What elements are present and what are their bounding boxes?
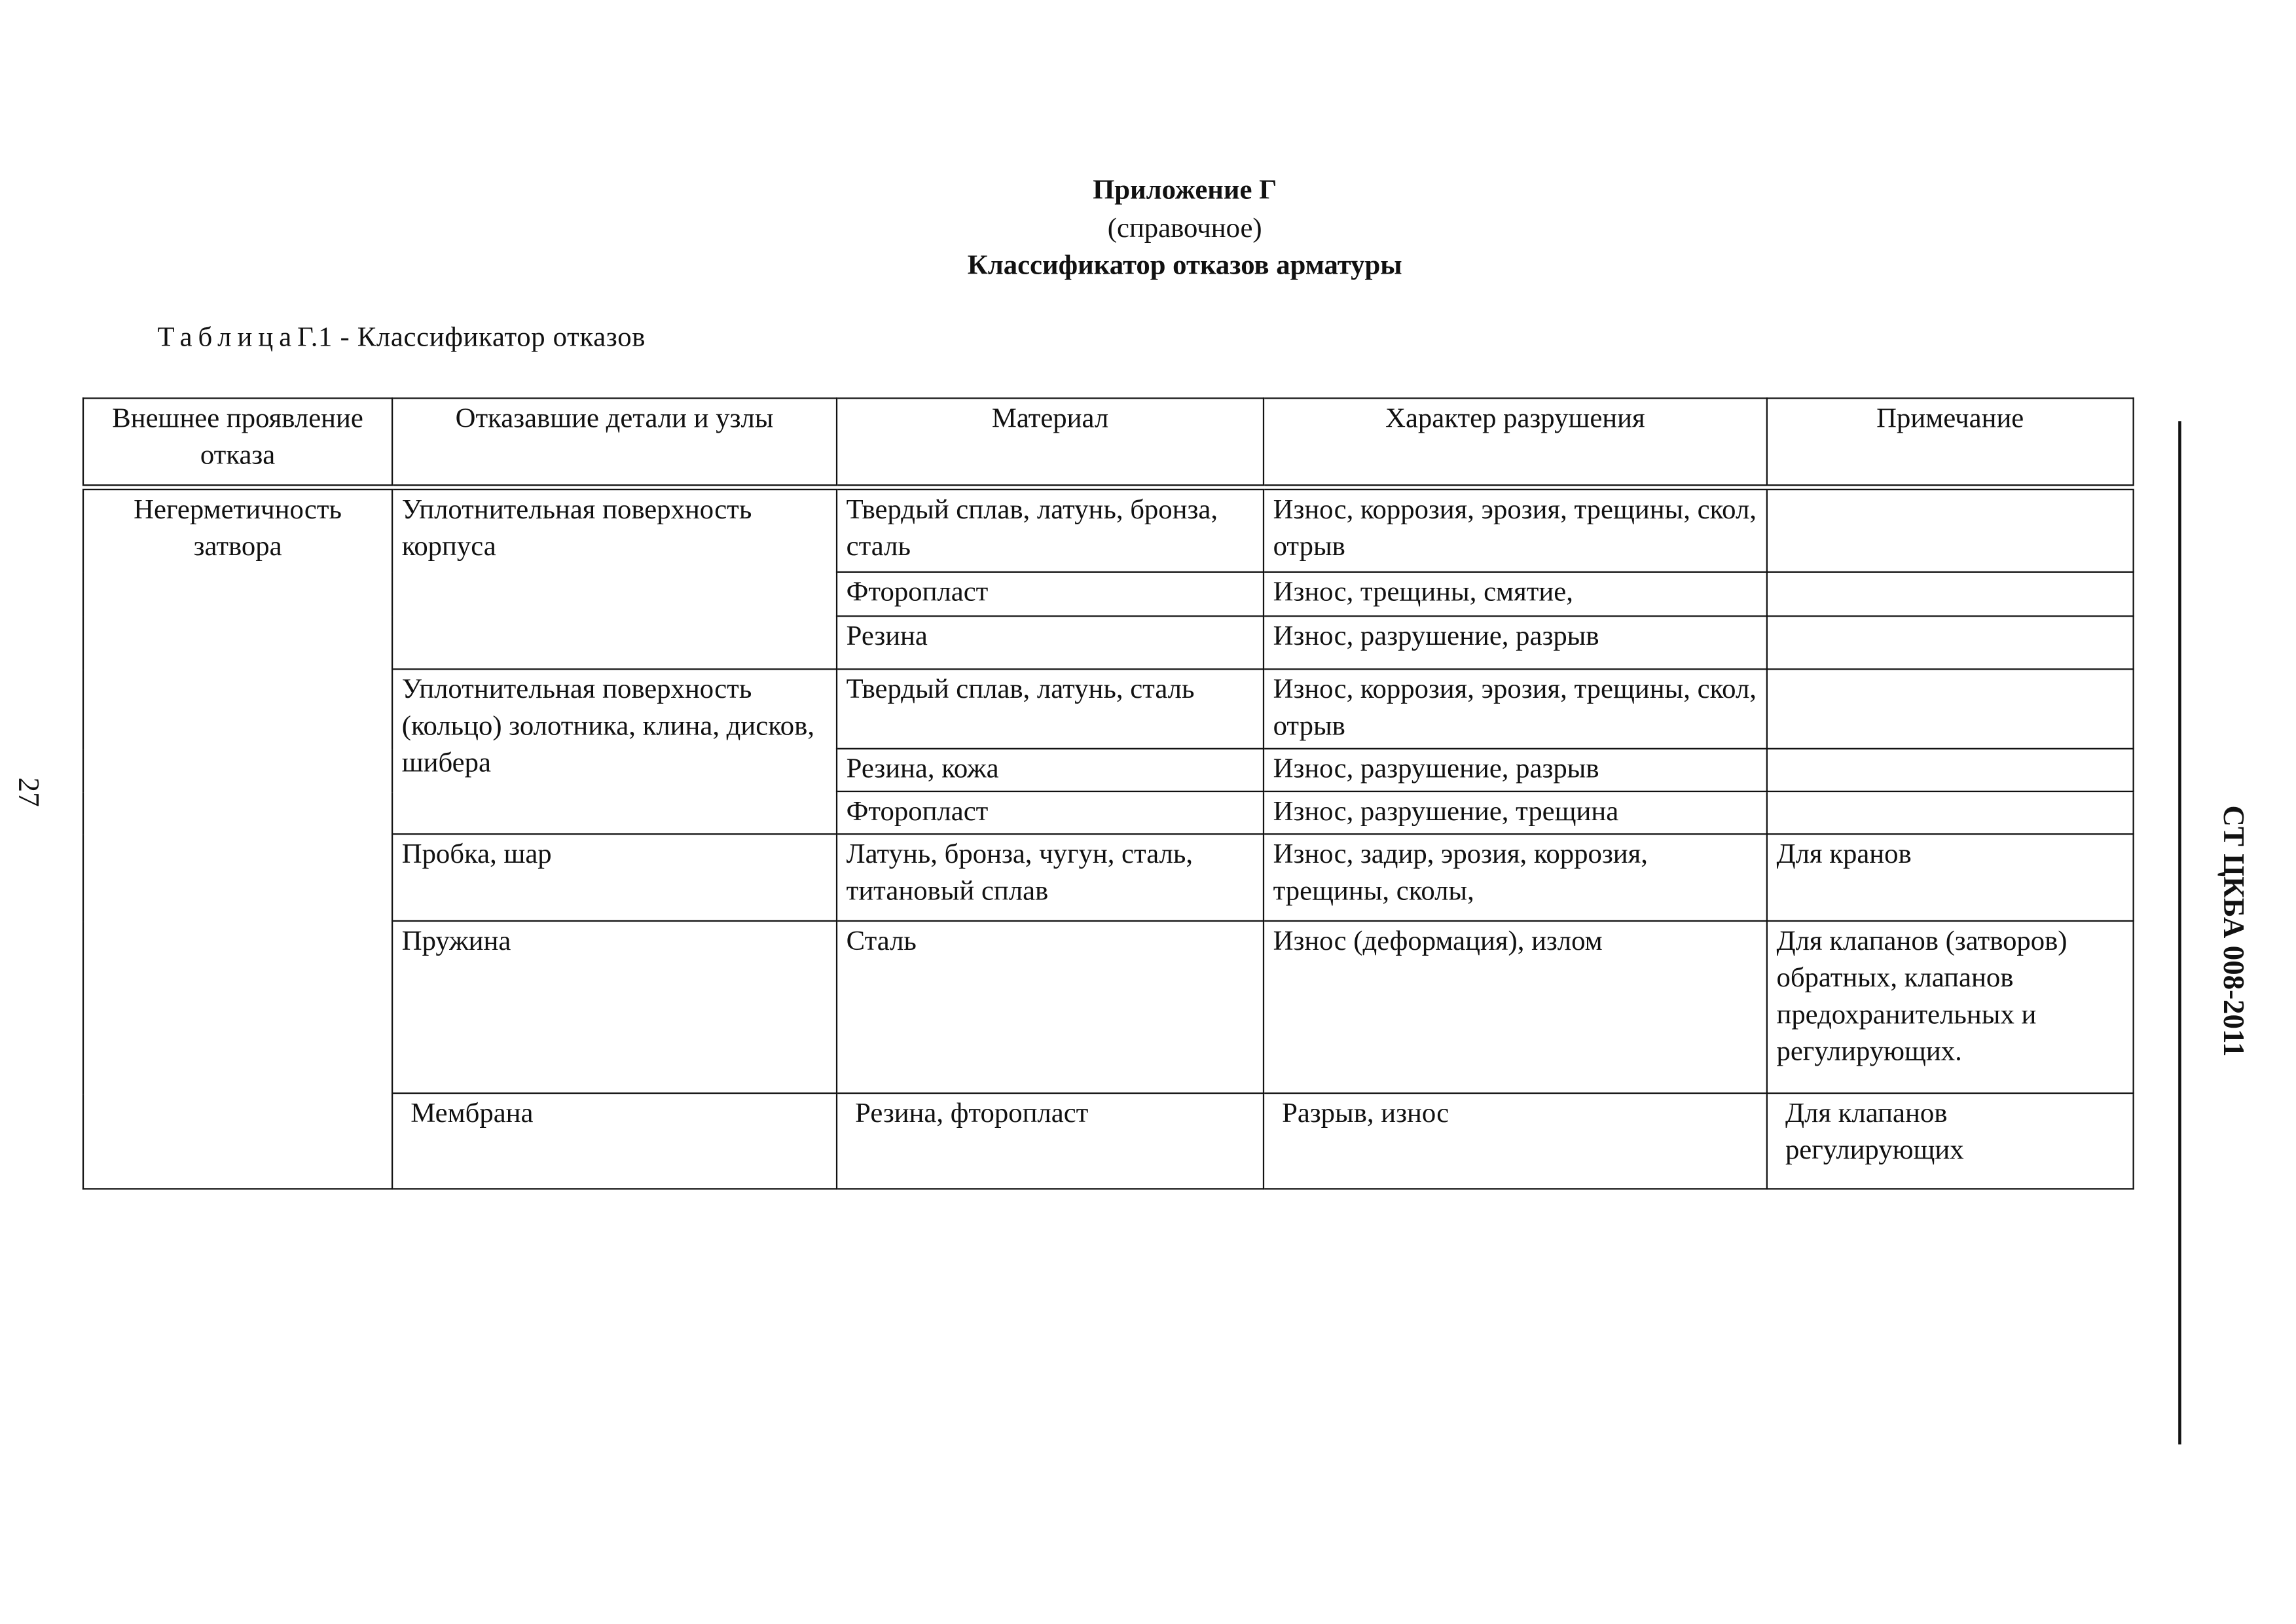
note-cell: Для клапанов регулирующих xyxy=(1767,1093,2134,1189)
caption-text: - Классификатор отказов xyxy=(333,322,646,353)
material-cell: Резина, фторопласт xyxy=(837,1093,1264,1189)
material-cell: Латунь, бронза, чугун, сталь, титановый сплав xyxy=(837,834,1264,921)
column-header: Материал xyxy=(837,398,1264,486)
note-cell xyxy=(1767,572,2134,616)
margin-rule xyxy=(2178,421,2181,1444)
material-cell: Резина, кожа xyxy=(837,749,1264,791)
caption-number: Г.1 xyxy=(297,322,333,353)
part-cell: Уплотнительная поверхность корпуса xyxy=(392,486,837,669)
part-cell: Уплотнительная поверхность (кольцо) золотника, клина, дисков, шибера xyxy=(392,669,837,834)
note-cell: Для клапанов (затворов) обратных, клапанов предохранительных и регулирующих. xyxy=(1767,921,2134,1093)
part-cell: Пружина xyxy=(392,921,837,1093)
appendix-title: Приложение Г xyxy=(1093,175,1277,206)
document-title: Классификатор отказов арматуры xyxy=(967,250,1402,281)
appendix-note: (справочное) xyxy=(1107,213,1262,245)
table-header-row xyxy=(83,398,2134,486)
note-cell xyxy=(1767,669,2134,748)
material-cell: Резина xyxy=(837,616,1264,669)
material-cell: Фторопласт xyxy=(837,572,1264,616)
column-header: Характер разрушения xyxy=(1264,398,1767,486)
note-cell xyxy=(1767,749,2134,791)
part-cell: Мембрана xyxy=(392,1093,837,1189)
part-cell: Пробка, шар xyxy=(392,834,837,921)
note-cell: Для кранов xyxy=(1767,834,2134,921)
table-caption xyxy=(158,323,646,355)
column-header: Отказавшие детали и узлы xyxy=(392,398,837,486)
failure-manifestation: Негерметичность затвора xyxy=(83,486,392,1189)
damage-cell: Износ (деформация), излом xyxy=(1264,921,1767,1093)
column-header: Внешнее проявление отказа xyxy=(83,398,392,486)
damage-cell: Износ, разрушение, трещина xyxy=(1264,791,1767,834)
damage-cell: Износ, коррозия, эрозия, трещины, скол, отрыв xyxy=(1264,486,1767,571)
material-cell: Твердый сплав, латунь, сталь xyxy=(837,669,1264,748)
note-cell xyxy=(1767,791,2134,834)
column-header: Примечание xyxy=(1767,398,2134,486)
caption-prefix: Таблица xyxy=(157,322,298,353)
damage-cell: Износ, разрушение, разрыв xyxy=(1264,749,1767,791)
note-cell xyxy=(1767,486,2134,571)
page-number: 27 xyxy=(11,777,45,807)
damage-cell: Износ, коррозия, эрозия, трещины, скол, отрыв xyxy=(1264,669,1767,748)
document-id: СТ ЦКБА 008-2011 xyxy=(2216,805,2250,1057)
material-cell: Сталь xyxy=(837,921,1264,1093)
material-cell: Фторопласт xyxy=(837,791,1264,834)
material-cell: Твердый сплав, латунь, бронза, сталь xyxy=(837,486,1264,571)
damage-cell: Износ, трещины, смятие, xyxy=(1264,572,1767,616)
note-cell xyxy=(1767,616,2134,669)
damage-cell: Разрыв, износ xyxy=(1264,1093,1767,1189)
damage-cell: Износ, разрушение, разрыв xyxy=(1264,616,1767,669)
failure-classifier-table xyxy=(82,397,2134,1189)
damage-cell: Износ, задир, эрозия, коррозия, трещины, сколы, xyxy=(1264,834,1767,921)
table-row xyxy=(83,486,2134,571)
